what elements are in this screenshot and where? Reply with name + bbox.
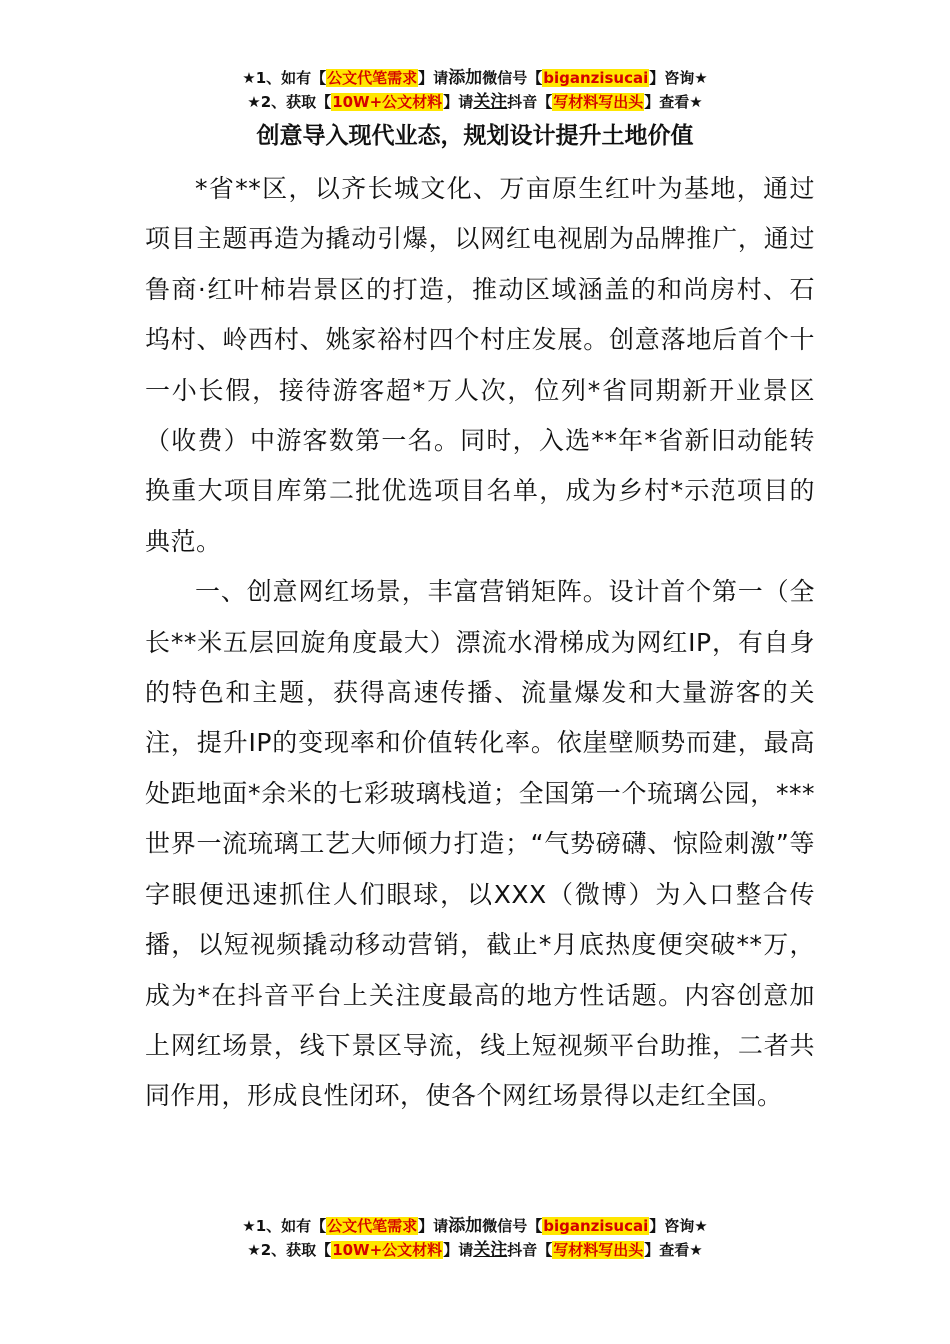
top-promo-banner <box>0 66 950 114</box>
wechat-id: biganzisucai <box>543 69 649 87</box>
promo-line-2: ★2、获取【10W+公文材料】请关注抖音【写材料写出头】查看★ <box>247 1240 703 1260</box>
document-title: 创意导入现代业态，规划设计提升土地价值 <box>256 123 694 149</box>
bottom-promo-banner <box>0 1214 950 1262</box>
promo-line-2: ★2、获取【10W+公文材料】请关注抖音【写材料写出头】查看★ <box>247 92 703 112</box>
materials-highlight: 10W+公文材料 <box>332 1241 443 1259</box>
intro-paragraph: *省**区，以齐长城文化、万亩原生红叶为基地，通过项目主题再造为撬动引爆，以网红电视剧为品牌推广，通过鲁商·红叶柿岩景区的打造，推动区域涵盖的和尚房村、石坞村、岭西村、姚家裕村四个村庄发展。创意落地后首个十一小长假，接待游客超*万人次，位列*省同期新开业景区（收费）中游客数第一名。同时，入选**年*省新旧动能转换重大项目库第二批优选项目名单，成为乡村*示范项目的典范。 <box>145 174 815 556</box>
section-one-paragraph: 一、创意网红场景，丰富营销矩阵。设计首个第一（全长**米五层回旋角度最大）漂流水滑梯成为网红IP，有自身的特色和主题，获得高速传播、流量爆发和大量游客的关注，提升IP的变现率和价值转化率。依崖壁顺势而建，最高处距地面*余米的七彩玻璃栈道；全国第一个琉璃公园，***世界一流琉璃工艺大师倾力打造；“气势磅礴、惊险刺激”等字眼便迅速抓住人们眼球，以XXX（微博）为入口整合传播，以短视频撬动移动营销，截止*月底热度便突破**万，成为*在抖音平台上关注度最高的地方性话题。内容创意加上网红场景，线下景区导流，线上短视频平台助推，二者共同作用，形成良性闭环，使各个网红场景得以走红全国。 <box>145 577 815 1111</box>
materials-highlight: 10W+公文材料 <box>332 93 443 111</box>
douyin-account: 写材料写出头 <box>553 93 644 111</box>
service-highlight: 公文代笔需求 <box>327 1217 418 1235</box>
douyin-account: 写材料写出头 <box>553 1241 644 1259</box>
wechat-id: biganzisucai <box>543 1217 649 1235</box>
document-body <box>145 164 815 1122</box>
service-highlight: 公文代笔需求 <box>327 69 418 87</box>
promo-line-1: ★1、如有【公文代笔需求】请添加微信号【biganzisucai】咨询★ <box>242 68 708 88</box>
promo-line-1: ★1、如有【公文代笔需求】请添加微信号【biganzisucai】咨询★ <box>242 1216 708 1236</box>
